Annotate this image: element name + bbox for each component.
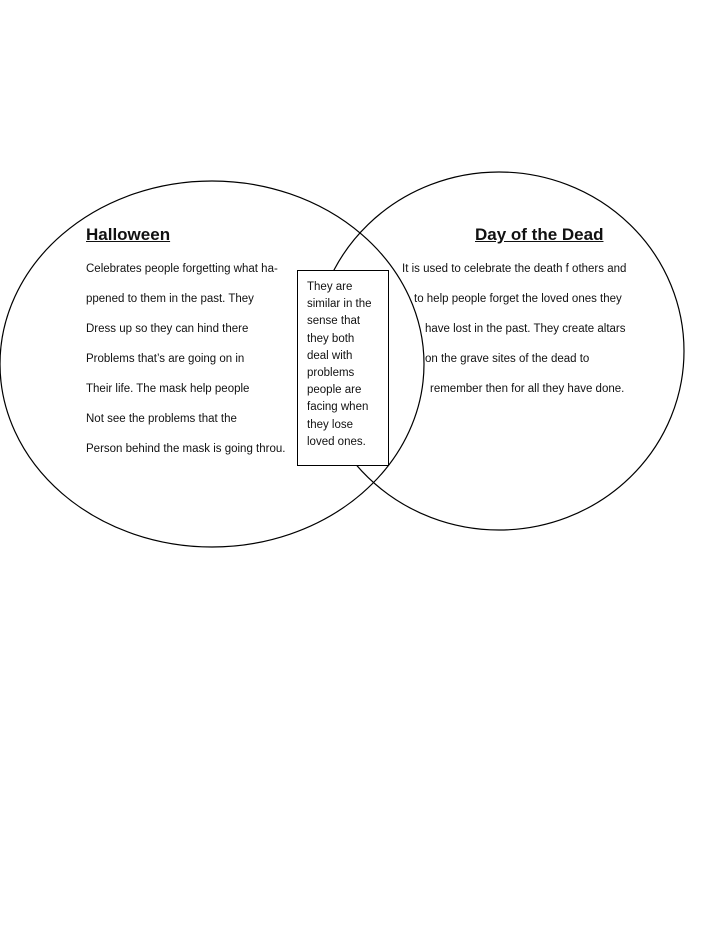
similarities-line: they both [307, 332, 355, 345]
similarities-box [297, 270, 389, 466]
day-of-the-dead-line: on the grave sites of the dead to [425, 353, 590, 365]
halloween-line: ppened to them in the past. They [86, 293, 254, 305]
day-of-the-dead-line: It is used to celebrate the death f others and [402, 263, 627, 275]
similarities-line: deal with [307, 349, 353, 362]
similarities-line: they lose [307, 418, 354, 431]
halloween-line: Dress up so they can hind there [86, 323, 249, 335]
halloween-line: Celebrates people forgetting what ha- [86, 263, 278, 275]
halloween-line: Their life. The mask help people [86, 383, 250, 395]
halloween-line: Person behind the mask is going throu. [86, 443, 286, 455]
halloween-line: Not see the problems that the [86, 413, 237, 425]
halloween-heading: Halloween [86, 225, 171, 244]
similarities-line: loved ones. [307, 435, 366, 448]
similarities-line: They are [307, 281, 353, 293]
day-of-the-dead-line: to help people forget the loved ones they [414, 293, 622, 305]
similarities-line: problems [307, 367, 355, 380]
day-of-the-dead-heading: Day of the Dead [475, 225, 604, 244]
similarities-line: similar in the [307, 298, 372, 311]
day-of-the-dead-line: remember then for all they have done. [430, 383, 625, 395]
similarities-line: sense that [307, 315, 361, 328]
day-of-the-dead-line: have lost in the past. They create altars [425, 323, 626, 335]
halloween-line: Problems that’s are going on in [86, 353, 245, 365]
similarities-line: people are [307, 384, 362, 397]
similarities-line: facing when [307, 401, 369, 414]
